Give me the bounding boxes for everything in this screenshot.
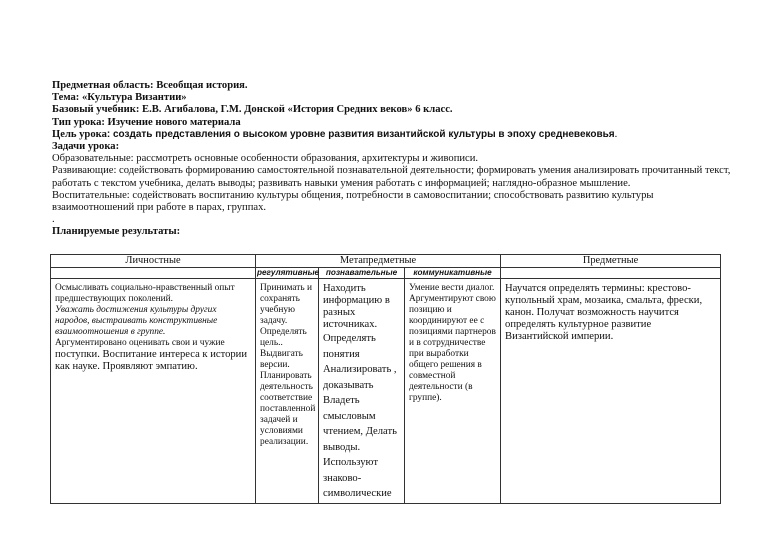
subject-results-cell [501, 279, 721, 504]
cognitive-cell [319, 279, 405, 504]
col-regulatory: регулятивные [257, 268, 320, 277]
lesson-header [52, 80, 732, 239]
cognitive-item-2: Определять понятия Анализировать , доказывать Владеть смысловым чтением, Делать выводы. Используют знаково-символические [323, 333, 397, 499]
col-personal: Личностные [51, 255, 256, 268]
results-table [50, 254, 721, 504]
upbringing-tasks: Воспитательные: содействовать воспитанию культуры общения, потребности в самовоспитании; способствовать развитию культуры взаимоотношений при работе в парах, группах. [52, 189, 654, 214]
col-subject: Предметные [501, 255, 721, 268]
col-cognitive: познавательные [319, 268, 405, 279]
regulatory-text: Принимать и сохранять учебную задачу. Определять цель.. Выдвигать версии. Планировать деятельность соответствие поставленной задачей и условиями реализации. [260, 283, 316, 447]
goal-end: . [614, 128, 618, 140]
subject-results-text: Научатся определять термины: крестово-купольный храм, мозаика, смальта, фрески, канон. Получат возможность научится определять культурное развитие Византийской империи. [505, 283, 703, 342]
lesson-type: Тип урока: Изучение нового материала [52, 116, 241, 128]
personal-item-4: поступки. Воспитание интереса к истории как науке. Проявляют эмпатию. [55, 349, 248, 372]
personal-item-2: Уважать достижения культуры других народов, выстраивать конструктивные взаимоотношения в группе. [55, 305, 218, 337]
lesson-goal [52, 129, 732, 141]
goal-text: : создать представления о высоком уровне развития византийской культуры в эпоху средневековья [106, 128, 615, 140]
developing-tasks: Развивающие: содействовать формированию самостоятельной познавательной деятельности; формировать умения анализировать прочитанный текст, работать с текстом учебника, делать выводы; развивать навыки умения работать с информацией; наглядно-образное мышление. [52, 165, 731, 189]
col-communicative: коммуникативные [405, 268, 501, 279]
personal-subheader-blank [51, 268, 256, 279]
col-meta: Метапредметные [256, 255, 501, 268]
personal-item-3: Аргументировано оценивать свои и чужие [55, 338, 225, 348]
educational-tasks: Образовательные: рассмотреть основные особенности образования, архитектуры и живописи. [52, 153, 479, 165]
personal-item-1: Осмысливать социально-нравственный опыт предшествующих поколений. [55, 283, 235, 304]
regulatory-cell [256, 279, 319, 504]
stray-dot: . [52, 214, 55, 226]
subject-subheader-blank [501, 268, 721, 279]
subject-area: Предметная область: Всеобщая история. [52, 80, 248, 91]
goal-label: Цель урока [52, 128, 107, 140]
communicative-cell [405, 279, 501, 504]
lesson-theme: Тема: «Культура Византии» [52, 92, 187, 104]
results-title: Планируемые результаты: [52, 226, 181, 238]
cognitive-item-1: Находить информацию в разных источниках. [323, 283, 390, 330]
base-textbook: Базовый учебник: Е.В. Агибалова, Г.М. Донской «История Средних веков» 6 класс. [52, 104, 453, 116]
tasks-title: Задачи урока: [52, 141, 120, 153]
personal-results-cell [51, 279, 256, 504]
communicative-text: Умение вести диалог. Аргументируют свою позицию и координируют ее с позициями партнеров и в сотрудничестве при выработки общего решения в совместной деятельности (в группе). [409, 283, 496, 403]
